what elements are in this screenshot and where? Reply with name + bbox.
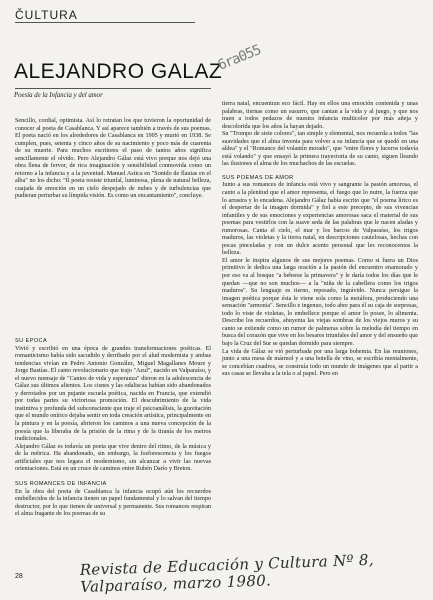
section-heading: SUS POEMAS DE AMOR (222, 174, 294, 181)
section-paragraph: Alejandro Gálaz es todavía un poeta que vive dentro del ritmo, de la música y de la métrica. Ha abandonado, sin embargo, la fosforescencia y los fuegos artificiales que nos legara el modernismo, sin alcanzar a vivir las nuevas orientaciones. Está en un cruce de caminos entre Rubén Darío y Breton. (15, 443, 211, 473)
left-column-section2 (15, 475, 211, 519)
header-rule (15, 22, 195, 23)
left-column-intro (15, 118, 211, 201)
section-paragraph: tierra natal, encuentran eco fácil. Hay en ellos una emoción contenida y unas palabras, tiernas como un susurro, que cantan a la vida y al juego, y que nos traen a todos pedazos de nuestra infancia multicolor por más añeja y descolorida que los años la hayan dejado. (222, 101, 418, 130)
section-heading: SU EPOCA (15, 338, 48, 344)
article-subtitle: Poesía de la Infancia y del amor (14, 92, 103, 99)
section-paragraph: En la obra del poeta de Casablanca la infancia ocupó aún los recuerdos embellecidos de la infancia tienen un papel fundamental y lo salvan del tiempo destructor, por lo que tienen de universal y permanente. Sus romances respiran el alma fragante de los poemas de su (15, 488, 211, 518)
section-paragraph: Su "Trompo de siete colores", tan simple y elemental, nos recuerda a todos "las suavidades que el alma inventa para volver a su infancia que se quedó en una aldea" y el "Romance del volantín morado", que "entre flores y luceros todavía está volando" y que ensayó la primera trayectoria de su canto, siguen lleando las ilusiones el alma de los muchachos de las escuelas. (222, 131, 418, 168)
archive-stamp: 6ra055 (215, 42, 263, 74)
section-paragraph: Vivió y escribió en una época de grandes transformaciones poéticas. El romanticismo había sido sacudido y derribado por el alud modernista y ambas tendencias vivían en Pedro Antonio González, Miguel Magallanes Moure y Jorge Bastías. El canto revolucionario que trajo "Azul", nacido en Valparaíso, y el nuevo mensaje de "Cantos de vida y esperanza" dieron en la adolescencia de Gálaz sus últimos alientos. Los cisnes y las odaliscas habían sido abandonados y derrotados por un pujante escuela poética, nacida en Francia, que extendió por todas partes su victoriosa promoción. El descubrimiento de la vida instintiva y profunda del subconsciente que traje el psicoanálisis, la gravitación que el mundo onírico dejaba sentir en toda creación artística, principalmente en la pintura y en la poesía, abrieron los caminos a una nueva concepción de la poesía que la liberaba de la prisión de la rima y de la tiranía de los metros tradicionales. (15, 345, 211, 443)
intro-paragraph: Sencillo, cordial, optimista. Así lo retratan los que tuvieron la oportunidad de conocer al poeta de Casablanca. Y así aparece también a través de sus poemas. El poeta nació en los alrededores de Casablanca en 1905 y murió en 1938. Se cumplen, pues, setenta y cinco años de su nacimiento y poco más de cuarenta de su muerte. Para muchos escritores el paso de tantos años significa sencillamente el olvido. Pero Alejandro Gálaz está vivo porque nos dejó una obra llena de fervor, de rica imaginación y sensibilidad conmovida como un retorno a la infancia y a la juventud. Manuel Astica en "Sonido de flautas en el alba" no los dicho: "Il poeta resiste triunfal, luminosa, plena de natural belleza, cuajada de emoción en un cielo despejado de nubes y de turbulencias que pudieran perturbar su límpida visión. Es como un encantamiento", concluye. (15, 118, 211, 200)
left-column-section1 (15, 332, 211, 474)
section-paragraph: La vida de Gálaz se vió perturbada por una larga bohemia. En las reuniones, junto a una mesa de mármol y a una botella de vino, se escribía mentalmente, se concebían cuadros, se construía todo un mundo de imágenes que al partir a sus casas se llevaba a la tela o al papel. Pero en (222, 348, 418, 378)
right-column (222, 101, 418, 379)
page-title: ALEJANDRO GALAZ (14, 60, 223, 83)
section-paragraph: Junto a sus romances de infancia está vivo y sangrante la pasión amorosa, el canto a la plenitud que el amor representa, el fuego que lo nutre, la fuerza que lo arrastra y lo encadena. Alejandro Gálaz había escrito que "el poema lírico es el despertar de la imagen dormida" y fiel a este precepto, de sus vivencias infantiles y de sus emociones y experiencias amorosas saca el material de sus poemas para vestirlos con la suave seda de las palabras que le nacen aladas y rumorosas. Canta el cielo, el mar y los barcos de Valparaíso, los trigos maduros, las violetas y la tierra natal, en descripciones cautelosas, hechas con pocas pinceladas y con un dulce acento personal que les reconocemos la belleza. (222, 182, 418, 257)
handwritten-citation: Revista de Educación y Cultura Nº 8, Valparaíso, marzo 1980. (79, 550, 375, 597)
section-paragraph: El amor le inspira algunos de sus mejores poemas. Como si fuera un Dios primitivo le dedica una larga oración a la pasión del encuentro enamorado y por eso va al bosque "a beberse la primavera" y le daría todos los días que le quedan —que no son muchos— a la "niña de la cabellera como los trigos maduros". Su lenguaje es tierno, reposado, ingrávido. Nunca persigue la imagen poética porque ésta le viene sola como la metáfora, produciendo una sensación "armonía". Sencillo e ingenuo, todo abre para él su caja de sorpresas, todo lo viste de violetas, lo embellece porque el amor lo posee, lo alimenta. Describe los recuerdos, ahuyenta las viejas sombras de los viejos muros y su canto se extiende como un rumor de palmeras sobre la melodía del tiempo en busca del corazón que vive en los besares triunfales del amor y del ensueño que bajo la Cruz del Sur se quedan dormido para siempre. (222, 257, 418, 347)
page-number: 28 (15, 573, 23, 580)
section-heading: SUS ROMANCES DE INFANCIA (15, 481, 107, 487)
section-title: ČULTURA (15, 8, 78, 22)
title-rule (15, 88, 211, 89)
